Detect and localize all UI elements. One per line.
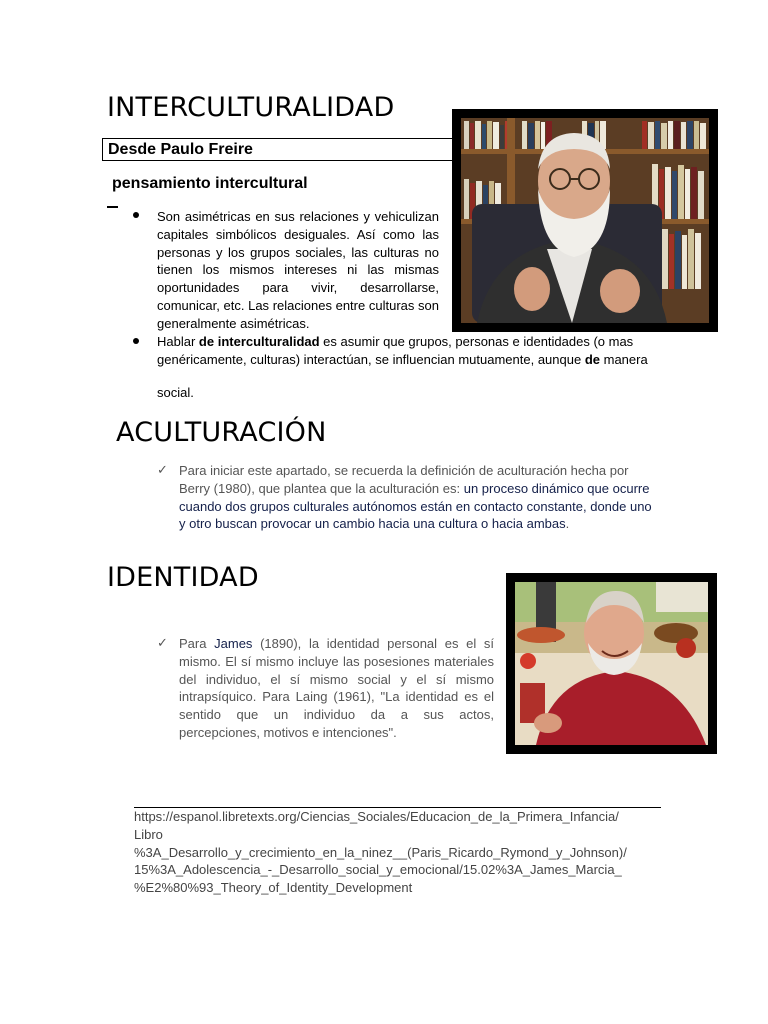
footnote-reference [134, 808, 661, 897]
footnote-line: https://espanol.libretexts.org/Ciencias_Sociales/Educacion_de_la_Primera_Infancia/ [134, 809, 619, 824]
portrait-paulo-freire-icon [452, 109, 718, 332]
bullet2-continuation: social. [157, 385, 194, 400]
bullet-text-hablar-interculturalidad [157, 333, 662, 369]
bullet2-text: Hablar [157, 334, 199, 349]
section-title-aculturacion: ACULTURACIÓN [116, 417, 327, 448]
aculturacion-paragraph [179, 462, 659, 533]
bullet2-bold: de interculturalidad [198, 334, 320, 349]
bullet2-text: es asumir que grupos, personas e identidades (o mas genéricamente, culturas) interactúan, se influencian mutuamente, aunque [157, 334, 634, 367]
identidad-james: James [214, 636, 253, 651]
footnote-line: %E2%80%93_Theory_of_Identity_Development [134, 880, 413, 896]
footnote-line: Libro [134, 826, 163, 842]
section-title-interculturalidad: INTERCULTURALIDAD [107, 92, 395, 123]
identidad-text: (1890), la identidad personal es el sí mismo. El sí mismo incluye las posesiones materiales del individuo, el sí mismo social y el sí mismo intrapsíquico. Para Laing (1961), "La identidad es el sentido que un individuo da a sus actos, percepciones, motivos e intenciones". [179, 636, 495, 740]
heading-underline-dash [107, 206, 118, 208]
subtitle-box [102, 138, 454, 161]
subtitle-desde-paulo-freire: Desde Paulo Freire [108, 141, 253, 158]
section-title-identidad: IDENTIDAD [107, 562, 259, 593]
identidad-paragraph [179, 635, 494, 742]
aculturacion-definition: un proceso dinámico que ocurre cuando dos grupos culturales autónomos están en contacto constante, donde uno y otro buscan provocar un cambio hacia una cultura o hacia ambas [179, 480, 652, 532]
portrait-smiling-man-icon [506, 573, 717, 754]
aculturacion-text: . [565, 516, 570, 532]
checkmark-icon: ✓ [157, 635, 168, 650]
footnote-line: 15%3A_Adolescencia_-_Desarrollo_social_y_emocional/15.02%3A_James_Marcia_ [134, 862, 622, 878]
bullet-dot-icon [133, 338, 139, 344]
bullet2-bold: de [584, 351, 600, 367]
portrait-smiling-man-photo [506, 573, 717, 754]
footnote-line: %3A_Desarrollo_y_crecimiento_en_la_ninez__(Paris_Ricardo_Rymond_y_Johnson)/ [134, 844, 627, 860]
checkmark-icon: ✓ [157, 462, 168, 477]
aculturacion-text: Para iniciar este apartado, se recuerda la definición de aculturación hecha por Berry (1980), que plantea que la aculturación es: [179, 463, 629, 496]
bullet-dot-icon [133, 212, 139, 218]
bullet2-text: manera [600, 351, 648, 367]
bullet-text-asimetricas: Son asimétricas en sus relaciones y vehiculizan capitales simbólicos desiguales. Así como las personas y los grupos sociales, las culturas no tienen los mismos intereses ni las mismas oportunidades para vivir, desarrollarse, comunicar, etc. Las relaciones entre culturas son generalmente asimétricas. [157, 209, 439, 331]
portrait-paulo-freire-photo [452, 109, 718, 332]
heading-pensamiento-intercultural: pensamiento intercultural [112, 175, 308, 192]
identidad-text: Para [179, 636, 215, 651]
